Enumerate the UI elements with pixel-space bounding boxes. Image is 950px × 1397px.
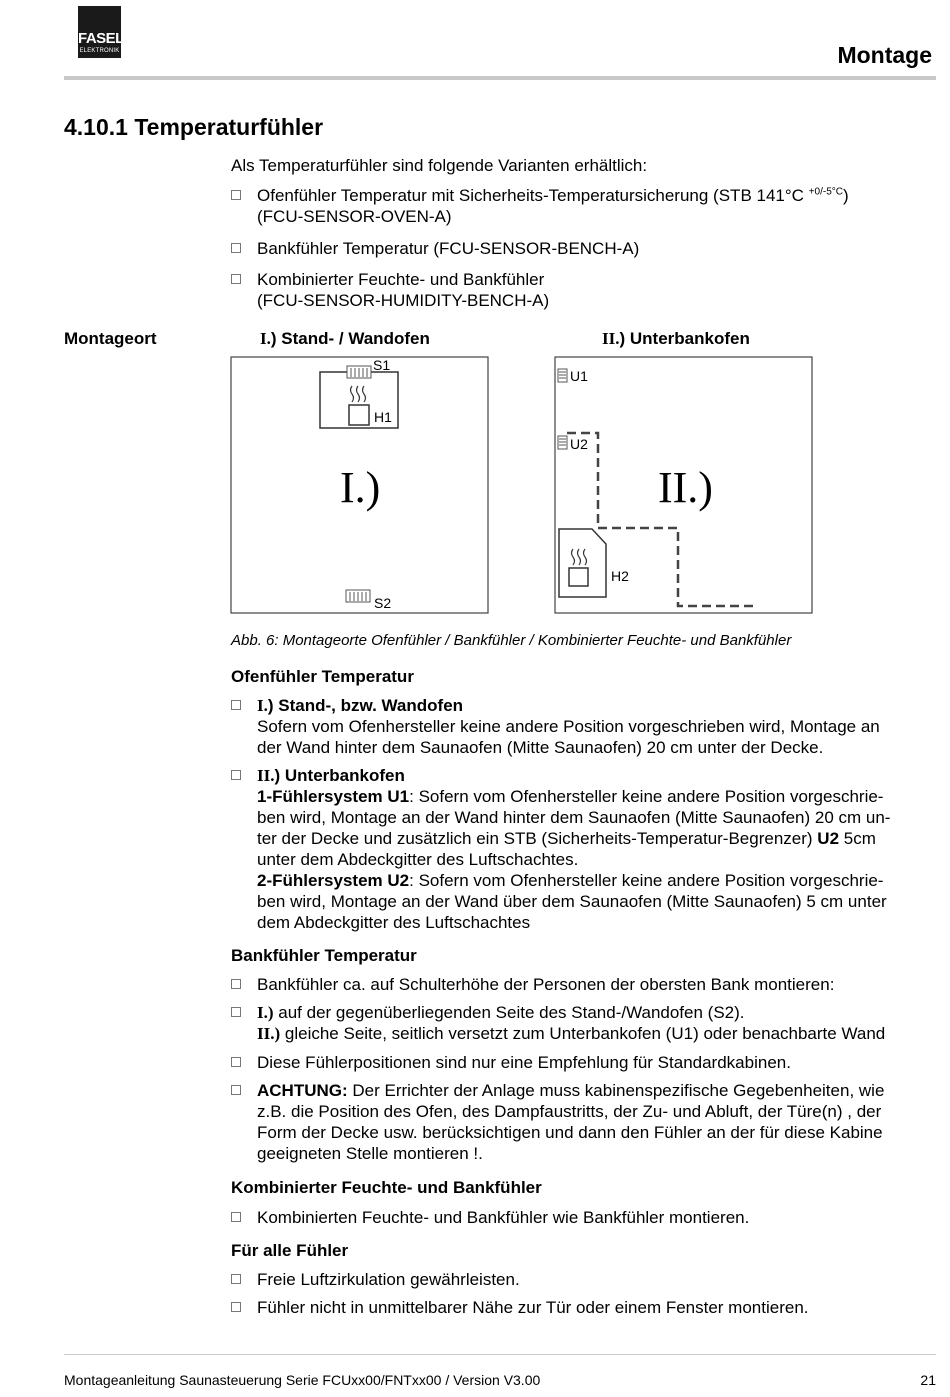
bank-item-2-text: auf der gegenüberliegenden Seite des Stand-/Wandofen (S2). — [273, 1003, 745, 1022]
sys2-line-2: ben wird, Montage an der Wand über dem Saunaofen (Mitte Saunaofen) 5 cm unter — [257, 892, 887, 911]
ofen-item-1-title: ) Stand-, bzw. Wandofen — [267, 696, 464, 715]
bullet-icon — [231, 243, 241, 253]
section-title: 4.10.1 Temperaturfühler — [64, 114, 324, 140]
figure-1-roman: I. — [260, 329, 271, 348]
sensor-s2-icon — [346, 590, 370, 602]
ofen-heading: Ofenfühler Temperatur — [231, 667, 414, 686]
figure-2-title-text: ) Unterbankofen — [619, 329, 750, 348]
label-u1: U1 — [570, 368, 588, 384]
bullet-icon — [231, 274, 241, 284]
variant-1-close: ) — [842, 186, 849, 205]
bank-heading: Bankfühler Temperatur — [231, 946, 417, 965]
bullet-icon — [231, 1057, 241, 1067]
bank-item-1: Bankfühler ca. auf Schulterhöhe der Personen der obersten Bank montieren: — [257, 975, 835, 994]
figure-caption: Abb. 6: Montageorte Ofenfühler / Bankfühler / Kombinierter Feuchte- und Bankfühler — [231, 632, 792, 649]
intro-text: Als Temperaturfühler sind folgende Varianten erhältlich: — [231, 156, 648, 175]
sensor-u2-icon — [558, 436, 567, 449]
header-title: Montage — [837, 42, 932, 68]
variant-1 — [257, 185, 849, 227]
figure-2-title — [602, 329, 750, 349]
achtung-line-3: Form der Decke usw. berücksichtigen und dann den Fühler an der für diese Kabine — [257, 1123, 883, 1142]
sys1-line-4: unter dem Abdeckgitter des Luftschachtes. — [257, 850, 579, 869]
oven-h2-outline — [559, 529, 606, 597]
figure-1-title-text: ) Stand- / Wandofen — [270, 329, 430, 348]
variant-3-text: Kombinierter Feuchte- und Bankfühler — [257, 270, 545, 289]
bank-item-4 — [257, 1080, 884, 1164]
bullet-icon — [231, 1085, 241, 1095]
label-u2: U2 — [570, 436, 588, 452]
achtung-label: ACHTUNG: — [257, 1081, 348, 1100]
bullet-icon — [231, 770, 241, 780]
footer-text: Montageanleitung Saunasteuerung Serie FCUxx00/FNTxx00 / Version V3.00 — [64, 1372, 541, 1388]
sys1-line-1: : Sofern vom Ofenhersteller keine andere Position vorgeschrie- — [409, 787, 884, 806]
bullet-icon — [231, 190, 241, 200]
label-h2: H2 — [611, 568, 629, 584]
alle-heading: Für alle Fühler — [231, 1241, 349, 1260]
sys2-line-1: : Sofern vom Ofenhersteller keine andere Position vorgeschrie- — [409, 871, 884, 890]
sys2-label: 2-Fühlersystem U2 — [257, 871, 410, 890]
bank-item-2b-text: gleiche Seite, seitlich versetzt zum Unterbankofen (U1) oder benachbarte Wand — [280, 1024, 886, 1043]
ofen-item-2-roman: II. — [257, 766, 275, 785]
ofen-item-2 — [257, 765, 890, 933]
variant-1-tolerance: +0/-5°C — [808, 186, 843, 198]
alle-item-1: Freie Luftzirkulation gewährleisten. — [257, 1270, 520, 1289]
ofen-item-1 — [257, 695, 880, 758]
bullet-icon — [231, 1007, 241, 1017]
achtung-line-4: geeigneten Stelle montieren !. — [257, 1144, 483, 1163]
label-h1: H1 — [374, 409, 392, 425]
footer-divider — [64, 1354, 936, 1355]
bank-item-2b-roman: II.) — [257, 1024, 281, 1043]
ofen-item-1-line-1: Sofern vom Ofenhersteller keine andere Position vorgeschrieben wird, Montage an — [257, 717, 880, 736]
variant-2: Bankfühler Temperatur (FCU-SENSOR-BENCH-A) — [257, 239, 640, 258]
bank-item-2-roman: I.) — [257, 1003, 274, 1022]
sys1-u2: U2 — [817, 829, 840, 848]
sys2-line-3: dem Abdeckgitter des Luftschachtes — [257, 913, 531, 932]
sensor-s1-icon — [347, 366, 371, 378]
fasel-logo — [78, 6, 124, 58]
alle-item-2: Fühler nicht in unmittelbarer Nähe zur Tür oder einem Fenster montieren. — [257, 1298, 809, 1317]
bullet-icon — [231, 1302, 241, 1312]
figure-1-title — [260, 329, 430, 349]
figure-2-roman: II. — [602, 329, 620, 348]
sys1-line-2: ben wird, Montage an der Wand hinter dem Saunaofen (Mitte Saunaofen) 20 cm un- — [257, 808, 891, 827]
bullet-icon — [231, 1274, 241, 1284]
logo-text: FASEL — [78, 30, 124, 47]
bank-item-2 — [257, 1002, 885, 1044]
figure-1-big-label: I.) — [340, 463, 381, 512]
label-s1: S1 — [373, 357, 391, 373]
achtung-line-2: z.B. die Position des Ofen, des Dampfaustritts, der Zu- und Abluft, der Türe(n) , der — [257, 1102, 882, 1121]
figure-2-big-label: II.) — [658, 463, 713, 512]
montageort-label: Montageort — [64, 329, 157, 348]
achtung-line-1: Der Errichter der Anlage muss kabinenspezifische Gegebenheiten, wie — [347, 1081, 885, 1100]
bullet-icon — [231, 1212, 241, 1222]
logo-subtext: ELEKTRONIK — [79, 48, 120, 54]
bank-item-3: Diese Fühlerpositionen sind nur eine Empfehlung für Standardkabinen. — [257, 1053, 791, 1072]
kombi-heading: Kombinierter Feuchte- und Bankfühler — [231, 1178, 542, 1197]
bullet-icon — [231, 979, 241, 989]
variant-1-text: Ofenfühler Temperatur mit Sicherheits-Temperatursicherung (STB 141°C — [257, 186, 804, 205]
sys1-label: 1-Fühlersystem U1 — [257, 787, 410, 806]
header-divider — [64, 76, 936, 80]
sensor-u1-icon — [558, 369, 567, 382]
ofen-item-1-line-2: der Wand hinter dem Saunaofen (Mitte Saunaofen) 20 cm unter der Decke. — [257, 738, 824, 757]
variant-1-code: (FCU-SENSOR-OVEN-A) — [257, 207, 452, 226]
page-number: 21 — [920, 1372, 936, 1388]
bullet-icon — [231, 700, 241, 710]
ofen-item-1-roman: I. — [257, 696, 268, 715]
variant-3 — [257, 269, 549, 311]
label-s2: S2 — [374, 595, 392, 611]
heater-h2-icon — [569, 568, 588, 586]
variant-3-code: (FCU-SENSOR-HUMIDITY-BENCH-A) — [257, 291, 550, 310]
ofen-item-2-title: ) Unterbankofen — [274, 766, 405, 785]
sys1-line-3: ter der Decke und zusätzlich ein STB (Sicherheits-Temperatur-Begrenzer) — [257, 829, 818, 848]
heater-h1-icon — [349, 405, 369, 425]
sys1-line-3-end: 5cm — [839, 829, 876, 848]
kombi-item-1: Kombinierten Feuchte- und Bankfühler wie Bankfühler montieren. — [257, 1208, 750, 1227]
